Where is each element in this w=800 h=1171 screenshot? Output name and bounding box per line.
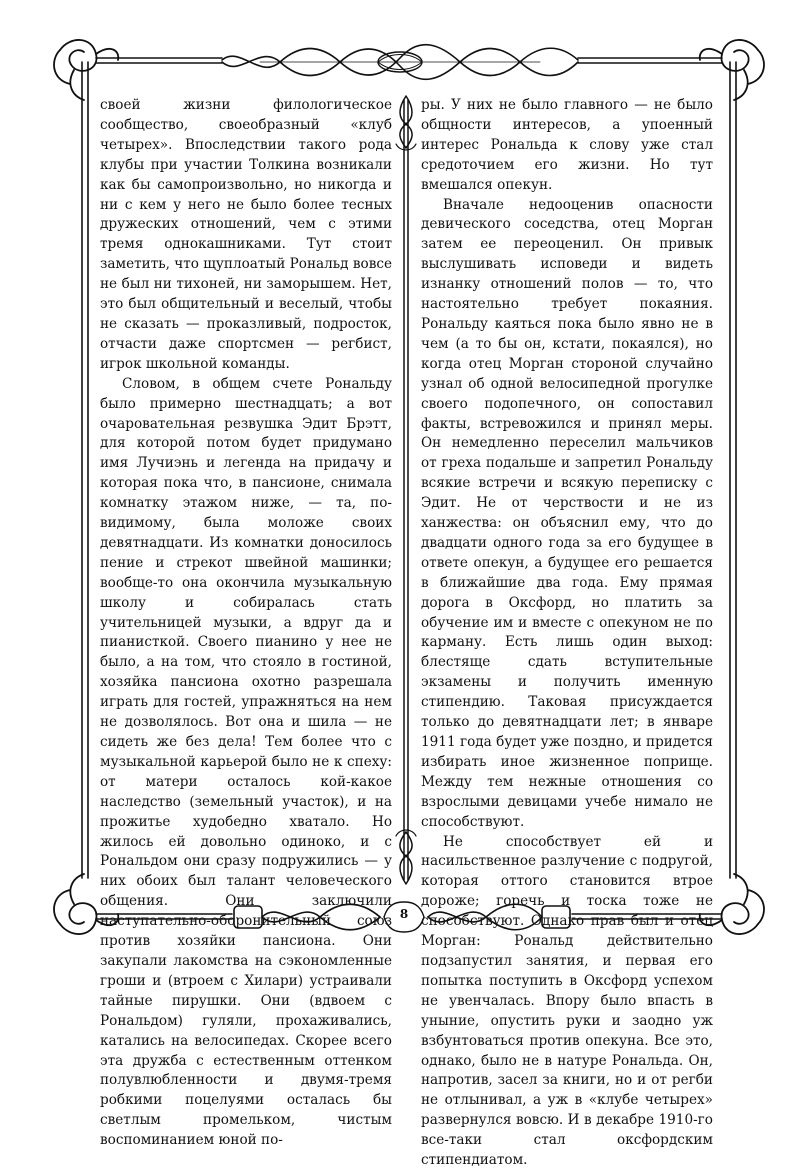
paragraph: своей жизни филологическое сообщество, своеобразный «клуб четырех». Впоследствии такого рода клубы при участии Толкина возникали как бы самопроизвольно, но никогда и ни с кем у него не было более тесных дружеских отношений, чем с этими тремя однокашниками. Тут стоит заметить, что щуплоатый Рональд вовсе не был ни тихоней, ни заморышем. Нет, это был общительный и веселый, чтобы не сказать — проказливый, подросток, отчасти даже спортсмен — регбист, игрок школьной команды. [100, 97, 393, 372]
text-column-right [421, 96, 713, 1171]
corner-ornament-top-right [700, 40, 764, 100]
text-column-left [100, 96, 392, 1151]
page-number: 8 [399, 907, 409, 921]
column-divider [396, 96, 416, 884]
top-ornament [222, 45, 578, 80]
corner-ornament-top-left [54, 40, 118, 100]
paragraph: Не способствует ей и насильственное разлучение с подругой, которая оттого становится втрое дороже; горечь и тоска тоже не способствуют. Однако прав был и отец Морган: Рональд действительно подзапустил занятия, и первая его попытка поступить в Оксфорд успехом не увенчалась. Впору было впасть в уныние, опустить руки и заодно уж взбунтоваться против опекуна. Все это, однако, было не в натуре Рональда. Он, напротив, засел за книги, но и от регби не отлынивал, а уж в «клубе четырех» развернулся вовсю. И в декабре 1910-го все-таки стал оксфордским стипендиатом. [421, 833, 713, 1169]
paragraph: ры. У них не было главного — не было общности интересов, а упоенный интерес Рональда к слову уже стал средоточием его жизни. Но тут вмешался опекун. [421, 97, 713, 193]
paragraph: Словом, в общем счете Рональду было примерно шестнадцать; а вот очаровательная резвушка Эдит Брэтт, для которой потом будет придумано имя Лучиэнь и легенда на придачу и которая пока что, в пансионе, снимала комнатку этажом ниже, — та, по-видимому, была моложе своих девятнадцати. Из комнатки доносилось пение и стрекот швейной машинки; вообще-то она окончила музыкальную школу и собиралась стать учительницей музыки, а вдруг да и пианисткой. Своего пианино у нее не было, а на том, что стояло в гостиной, хозяйка пансиона охотно разрешала играть для гостей, упражняться на нем не дозволялось. Вот она и шила — не сидеть же без дела! Тем более что с музыкальной карьерой было не к спеху: от матери осталось кой-какое наследство (земельный участок), и на прожитье худобедно хватало. Но жилось ей довольно одиноко, и с Рональдом они сразу подружились — у них обоих был талант человеческого общения. Они заключили наступательно-оборонительный союз против хозяйки пансиона. Они закупали лакомства на сэкономленные гроши и (втроем с Хилари) устраивали тайные пирушки. Они (вдвоем с Рональдом) гуляли, прохаживались, катались на велосипедах. Скорее всего эта дружба с естественным оттенком полувлюбленности и двумя-тремя робкими поцелуями осталась бы светлым промельком, чистым воспоминанием юной по- [100, 375, 392, 1149]
paragraph: Вначале недооценив опасности девического соседства, отец Морган затем ее переоценил. Он привык выслушивать исповеди и видеть изнанку отношений полов — то, что настоятельно требует покаяния. Рональду каяться пока было явно не в чем (а то бы он, кстати, покаялся), но когда отец Морган стороной случайно узнал об одной велосипедной прогулке своего подопечного, он сопоставил факты, встревожился и принял меры. Он немедленно переселил мальчиков от греха подальше и запретил Рональду всякие встречи и всякую переписку с Эдит. Не от черствости и не из ханжества: он объяснил ему, что до двадцати одного года за его будущее в ответе опекун, а будущее его решается в ближайшие два года. Ему прямая дорога в Оксфорд, но платить за обучение им и вместе с опекуном не по карману. Есть лишь один выход: блестяще сдать вступительные экзамены и получить именную стипендию. Таковая присуждается только до девятнадцати лет; в январе 1911 года будет уже поздно, и придется избирать иное жизненное поприще. Между тем нежные отношения со взрослыми девицами учебе нимало не способствуют. [421, 196, 713, 830]
